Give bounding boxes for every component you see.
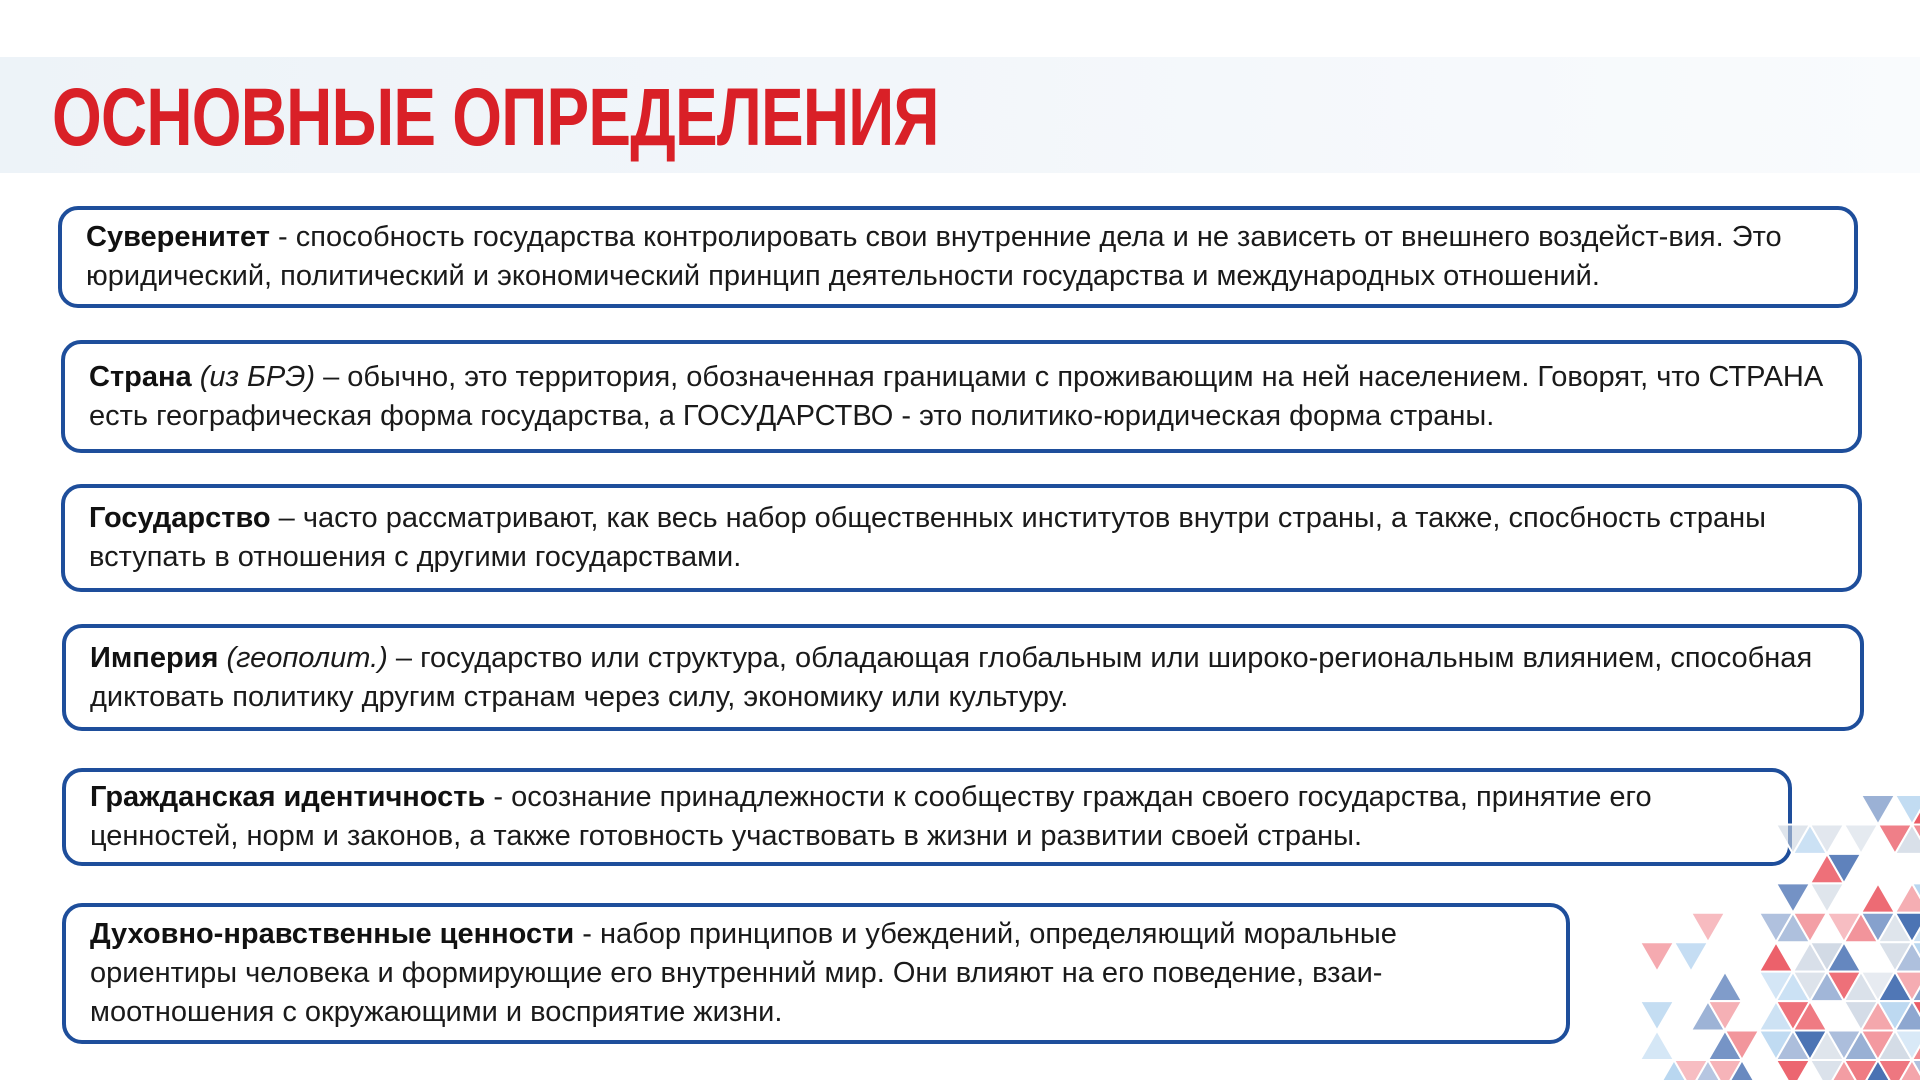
definition-body: - способность государства контролировать свои внутренние дела и не зависеть от внешнего воздейст-вия. Это юридический, политический и экономический принцип деятельности государства и международных отношений. [86, 221, 1782, 292]
page-title: ОСНОВНЫЕ ОПРЕДЕЛЕНИЯ [52, 72, 939, 163]
definition-term: Гражданская идентичность [90, 781, 486, 813]
definition-text [86, 218, 1826, 296]
definition-text [90, 778, 1768, 856]
decor-triangle [1640, 942, 1674, 971]
decor-triangle [1776, 1060, 1810, 1080]
definition-text [90, 639, 1840, 717]
definition-body: – часто рассматривают, как весь набор общественных институтов внутри страны, а также, спосбность страны вступать в отношения с другими государствами. [89, 502, 1766, 573]
definition-note: (геополит.) [218, 641, 388, 674]
decor-triangle [1844, 824, 1878, 853]
definition-term: Страна [89, 360, 192, 393]
triangle-pattern-decoration [1640, 795, 1920, 1080]
decor-triangle [1691, 913, 1725, 942]
definition-text [89, 499, 1829, 577]
definition-card-civic-identity [62, 768, 1792, 866]
definition-card-country [61, 340, 1862, 453]
decor-triangle [1759, 942, 1793, 971]
definition-term: Государство [89, 502, 271, 534]
definition-body: - набор принципов и убеждений, определяющий моральные ориентиры человека и формирующие его внутренний мир. Они влияют на его поведение, взаи-моотношения с окружающими и восприятие жизни. [90, 918, 1397, 1028]
definition-note: (из БРЭ) [191, 360, 316, 393]
definition-body: – обычно, это территория, обозначенная границами с проживающим на ней населением. Говорят, что СТРАНА есть географическая форма государства, а ГОСУДАРСТВО - это политико-юридическая форма страны. [89, 360, 1824, 432]
definition-card-state [61, 484, 1862, 592]
decor-triangle [1861, 883, 1895, 912]
decor-triangle [1708, 972, 1742, 1001]
definition-card-spiritual-values [62, 903, 1570, 1044]
definition-body: – государство или структура, обладающая глобальным или широко-региональным влиянием, способная диктовать политику другим странам через силу, экономику или культуру. [90, 641, 1813, 713]
definition-card-sovereignty [58, 206, 1858, 308]
decor-triangle [1640, 1031, 1674, 1060]
decor-triangle [1674, 942, 1708, 971]
definition-text [89, 358, 1838, 436]
definition-term: Суверенитет [86, 221, 270, 253]
definition-card-empire [62, 624, 1864, 731]
decor-triangle [1810, 883, 1844, 912]
definition-term: Империя [90, 641, 219, 674]
definition-body: - осознание принадлежности к сообществу граждан своего государства, принятие его ценностей, норм и законов, а также готовность участвовать в жизни и развитии своей страны. [90, 781, 1652, 852]
decor-triangle [1861, 795, 1895, 824]
definition-term: Духовно-нравственные ценности [90, 918, 575, 950]
definition-text [90, 915, 1546, 1032]
decor-triangle [1640, 1001, 1674, 1030]
decor-triangle [1776, 883, 1810, 912]
